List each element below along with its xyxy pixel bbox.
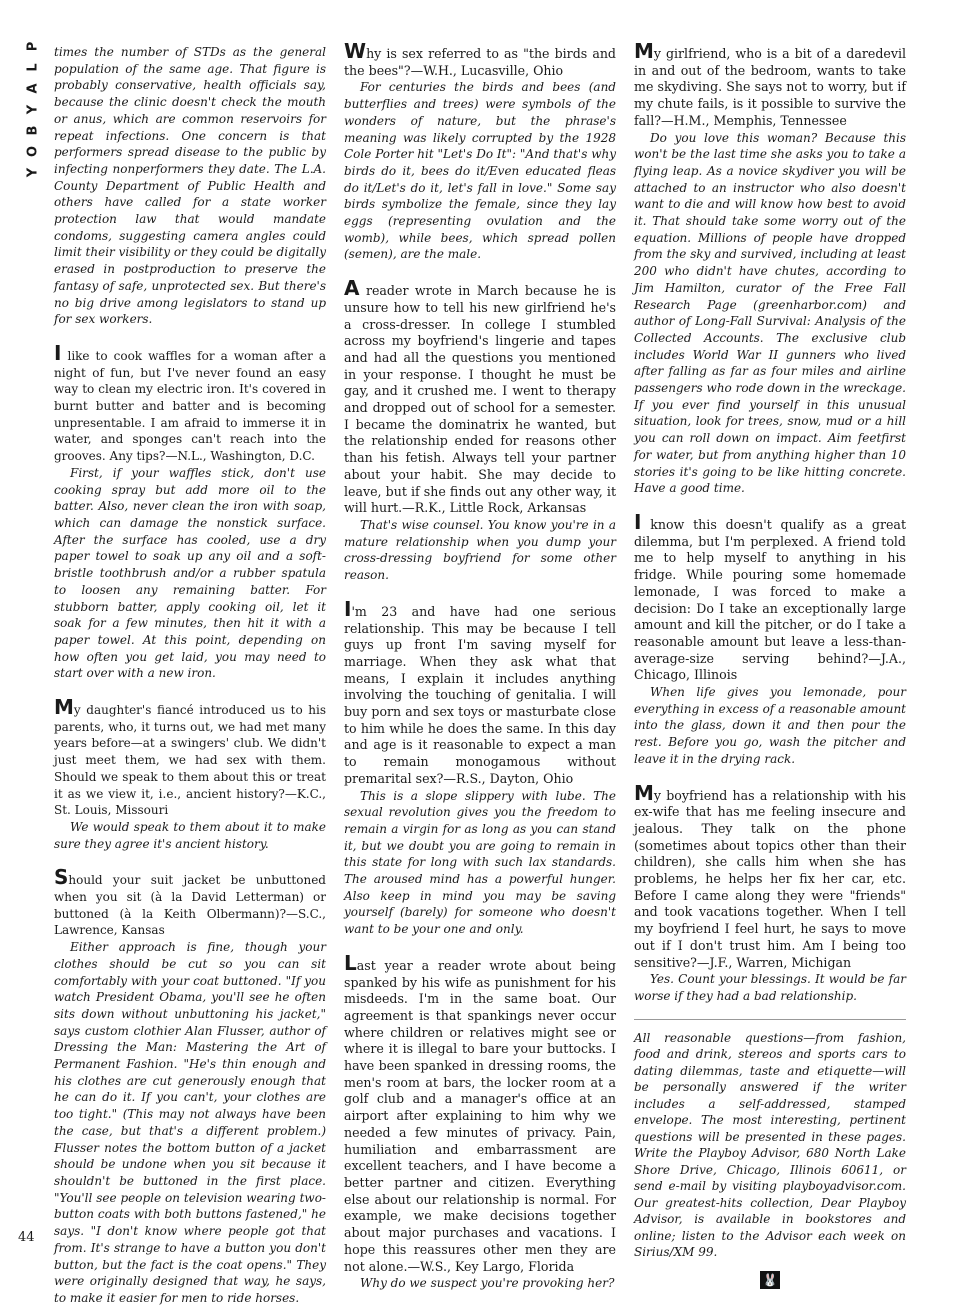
question-text: y girlfriend, who is a bit of a daredevil in and out of the bedroom, wants to take me skydiving. She says not to worry, but if my chute fails, is it possible to survive the fall?—H.M., Memphis, Tennessee	[634, 46, 906, 128]
question	[634, 509, 906, 684]
answer: First, if your waffles stick, don't use cooking spray but add more oil to the batter. Also, never clean the iron with soap, which can damage the nonstick surface. After the surface has cooled, use a dry paper towel to soak up any oil and a soft-bristle toothbrush and/or a rubber spatula to loosen any remaining batter. For stubborn batter, apply cooking oil, let it soak for a few minutes, then hit it with a paper towel. At this point, depending on how often you get laid, you may need to start over with a new iron.	[54, 465, 326, 681]
answer: We would speak to them about it to make sure they agree it's ancient history.	[54, 819, 326, 851]
question-text: reader wrote in March because he is unsure how to tell his new girlfriend he's a cross-dresser. In college I stumbled across my boyfriend's lingerie and tapes and had all the questions you mentioned in your response. I thought he must be gay, and it crushed me. I went to therapy and dropped out of school for a semester. I became the dominatrix he wanted, but the relationship ended for reasons other than his fetish. Always tell your partner about your habit. She may decide to leave, but if she finds out any other way, it will hurt.—R.K., Little Rock, Arkansas	[344, 283, 616, 516]
question-text: like to cook waffles for a woman after a night of fun, but I've never found an easy way to clean my electric iron. It's covered in burnt butter and batter and is becoming unpresentable. I am afraid to immerse it in water, and sponges can't reach into the grooves. Any tips?—N.L., Washington, D.C.	[54, 348, 326, 464]
drop-cap: I	[54, 340, 62, 365]
question-text: 'm 23 and have had one serious relationship. This may be because I tell guys up front I'm saving myself for marriage. When they ask what that means, I explain it includes anything involving the touching of genitalia. I will buy porn and sex toys or masturbate close to him while he does the same. In this day and age is it reasonable to expect a man to remain monogamous without premarital sex?—R.S., Dayton, Ohio	[344, 603, 616, 786]
question-text: ast year a reader wrote about being spanked by his wife as punishment for his misdeeds. I'm in the same boat. Our agreement is that spankings never occur where children or relatives might see or where it is illegal to bare your buttocks. I have been spanked in dressing rooms, the men's room at bars, the locker room at a golf club and a manager's office at an airport after explaining to him why we needed a few minutes of privacy. Pain, humiliation and embarrassment are excellent teachers, and I have become a better partner and citizen. Everything else about our relationship is normal. For example, we make decisions together about major purchases and vacations. I hope this reassures other men they are not alone.—W.S., Key Largo, Florida	[344, 957, 616, 1274]
question	[344, 39, 616, 79]
logo	[634, 1271, 906, 1289]
column-3	[634, 39, 906, 1289]
answer: That's wise counsel. You know you're in a mature relationship when you dump your cross-dressing boyfriend for some other reason.	[344, 517, 616, 583]
column-2	[344, 39, 616, 1292]
drop-cap: S	[54, 865, 69, 890]
drop-cap: M	[54, 695, 74, 720]
question	[344, 276, 616, 517]
question-text: hould your suit jacket be unbuttoned when you sit (à la David Letterman) or buttoned (à la Keith Olbermann)?—S.C., Lawrence, Kansas	[54, 873, 326, 938]
question	[634, 780, 906, 972]
answer-continued: times the number of STDs as the general population of the same age. That figure is probably conservative, health officials say, because the clinic doesn't check the mouth or anus, which are common reservoirs for repeat infections. One concern is that performers spread disease to the public by infecting nonperformers they date. The L.A. County Department of Public Health and others have called for a state worker protection law that would mandate condoms, suggesting camera angles could limit their visibility or they could be digitally erased in postproduction to preserve the fantasy of safe, unprotected sex. But there's no big drive among legislators to stand up for sex workers.	[54, 45, 326, 327]
rabbit-head-icon: 🐰	[760, 1271, 780, 1289]
drop-cap: M	[634, 780, 654, 805]
question-text: y daughter's fiancé introduced us to his parents, who, it turns out, we had met many years before—at a swingers' club. We didn't just meet them, we had sex with them. Should we speak to them about this or treat it as we view it, i.e., ancient history?—K.C., St. Louis, Missouri	[54, 703, 326, 818]
answer: Why do we suspect you're provoking her?	[360, 1276, 615, 1291]
answer: Either approach is fine, though your clothes should be cut so you can sit comfortably with your coat buttoned. "If you watch President Obama, you'll see he often sits down without unbuttoning his jacket," says custom clothier Alan Flusser, author of Dressing the Man: Mastering the Art of Permanent Fashion. "He's thin enough and his clothes are cut generously enough that he can do it. If you can't, your clothes are too tight." (This may not always have been the case, but that's a different problem.) Flusser notes the bottom button of a jacket should be undone when you sit because it shouldn't be buttoned in the first place. "You'll see people on television wearing two-button coats with both buttons fastened," he says. "I don't know where people got that from. It's strange to have a button you don't button, but the fact is the coat opens." They were originally designed that way, he says, to make it easier for men to ride horses.	[54, 940, 326, 1305]
page-number: 44	[18, 1230, 35, 1245]
drop-cap: L	[344, 950, 357, 975]
drop-cap: M	[634, 39, 654, 63]
divider	[634, 1019, 906, 1020]
question-text: know this doesn't qualify as a great dilemma, but I'm perplexed. A friend told me to help myself to anything in his fridge. While pouring some homemade lemonade, I was forced to make a decision: Do I take an exceptionally large amount and kill the pitcher, or do I take a reasonable amount but leave a less-than-average-size serving behind?—J.A., Chicago, Illinois	[634, 516, 906, 683]
question	[54, 865, 326, 939]
question	[344, 596, 616, 788]
drop-cap: I	[634, 509, 642, 534]
column-1	[54, 44, 326, 1307]
drop-cap: I	[344, 596, 352, 621]
question	[54, 695, 326, 819]
question-text: y boyfriend has a relationship with his ex-wife that has me feeling insecure and jealous. They talk on the phone (sometimes about topics other than their children), she calls him when she has problems, he helps her fix her car, etc. Before I came along they were "friends" and took vacations together. When I tell my boyfriend I feel hurt, he says to move out if I don't trust him. Am I being too sensitive?—J.F., Warren, Michigan	[634, 787, 906, 970]
question	[54, 340, 326, 465]
masthead: P L A Y B O Y	[25, 39, 41, 178]
answer: For centuries the birds and bees (and butterflies and trees) were symbols of the wonders of nature, but the phrase's meaning was likely corrupted by the 1928 Cole Porter hit "Let's Do It": "And that's why birds do it, bees do it/Even educated fleas do it/Let's do it, let's fall in love." Some say birds symbolize the female, since they lay eggs (representing ovulation and the womb), while bees, which spread pollen (semen), are the male.	[344, 80, 616, 262]
answer: Do you love this woman? Because this won't be the last time she asks you to take a flying leap. As a novice skydiver you will be attached to an instructor who also doesn't want to die and will know how best to avoid it. That should take some worry out of the equation. Millions of people have dropped from the sky and survived, including at least 200 who didn't have chutes, according to Jim Hamilton, curator of the Free Fall Research Page (greenharbor.com) and author of Long-Fall Survival: Analysis of the Collected Accounts. The exclusive club includes World War II gunners who lived after falling as far as four miles and airline passengers who rode down in the wreckage. If you ever find yourself in this unusual situation, look for trees, snow, mud or a hill you can roll down on impact. Aim feetfirst for water, but from anything higher than 10 stories it's going to be like hitting concrete. Have a good time.	[634, 130, 906, 496]
question-text: hy is sex referred to as "the birds and the bees"?—W.H., Lucasville, Ohio	[344, 46, 616, 78]
submission-note: All reasonable questions—from fashion, food and drink, stereos and sports cars to dating dilemmas, taste and etiquette—will be personally answered if the writer includes a self-addressed, stamped envelope. The most interesting, pertinent questions will be presented in these pages. Write the Playboy Advisor, 680 North Lake Shore Drive, Chicago, Illinois 60611, or send e-mail by visiting playboyadvisor.com. Our greatest-hits collection, Dear Playboy Advisor, is available in bookstores and online; listen to the Advisor each week on Sirius/XM 99.	[634, 1030, 906, 1260]
drop-cap: W	[344, 39, 367, 63]
question	[634, 39, 906, 130]
answer: Yes. Count your blessings. It would be far worse if they had a bad relationship.	[634, 972, 906, 1003]
answer: This is a slope slippery with lube. The sexual revolution gives you the freedom to remain a virgin for as long as you can stand it, but we doubt you are going to remain in this state for long with such lax standards. The aroused mind has a powerful hunger. Also keep in mind you may be saving yourself (barely) for someone who doesn't want to be your one and only.	[344, 788, 616, 937]
drop-cap: A	[344, 276, 360, 301]
answer: When life gives you lemonade, pour everything in excess of a reasonable amount into the glass, down it and then pour the rest. Before you go, wash the pitcher and leave it in the drying rack.	[634, 685, 906, 766]
question	[344, 950, 616, 1275]
